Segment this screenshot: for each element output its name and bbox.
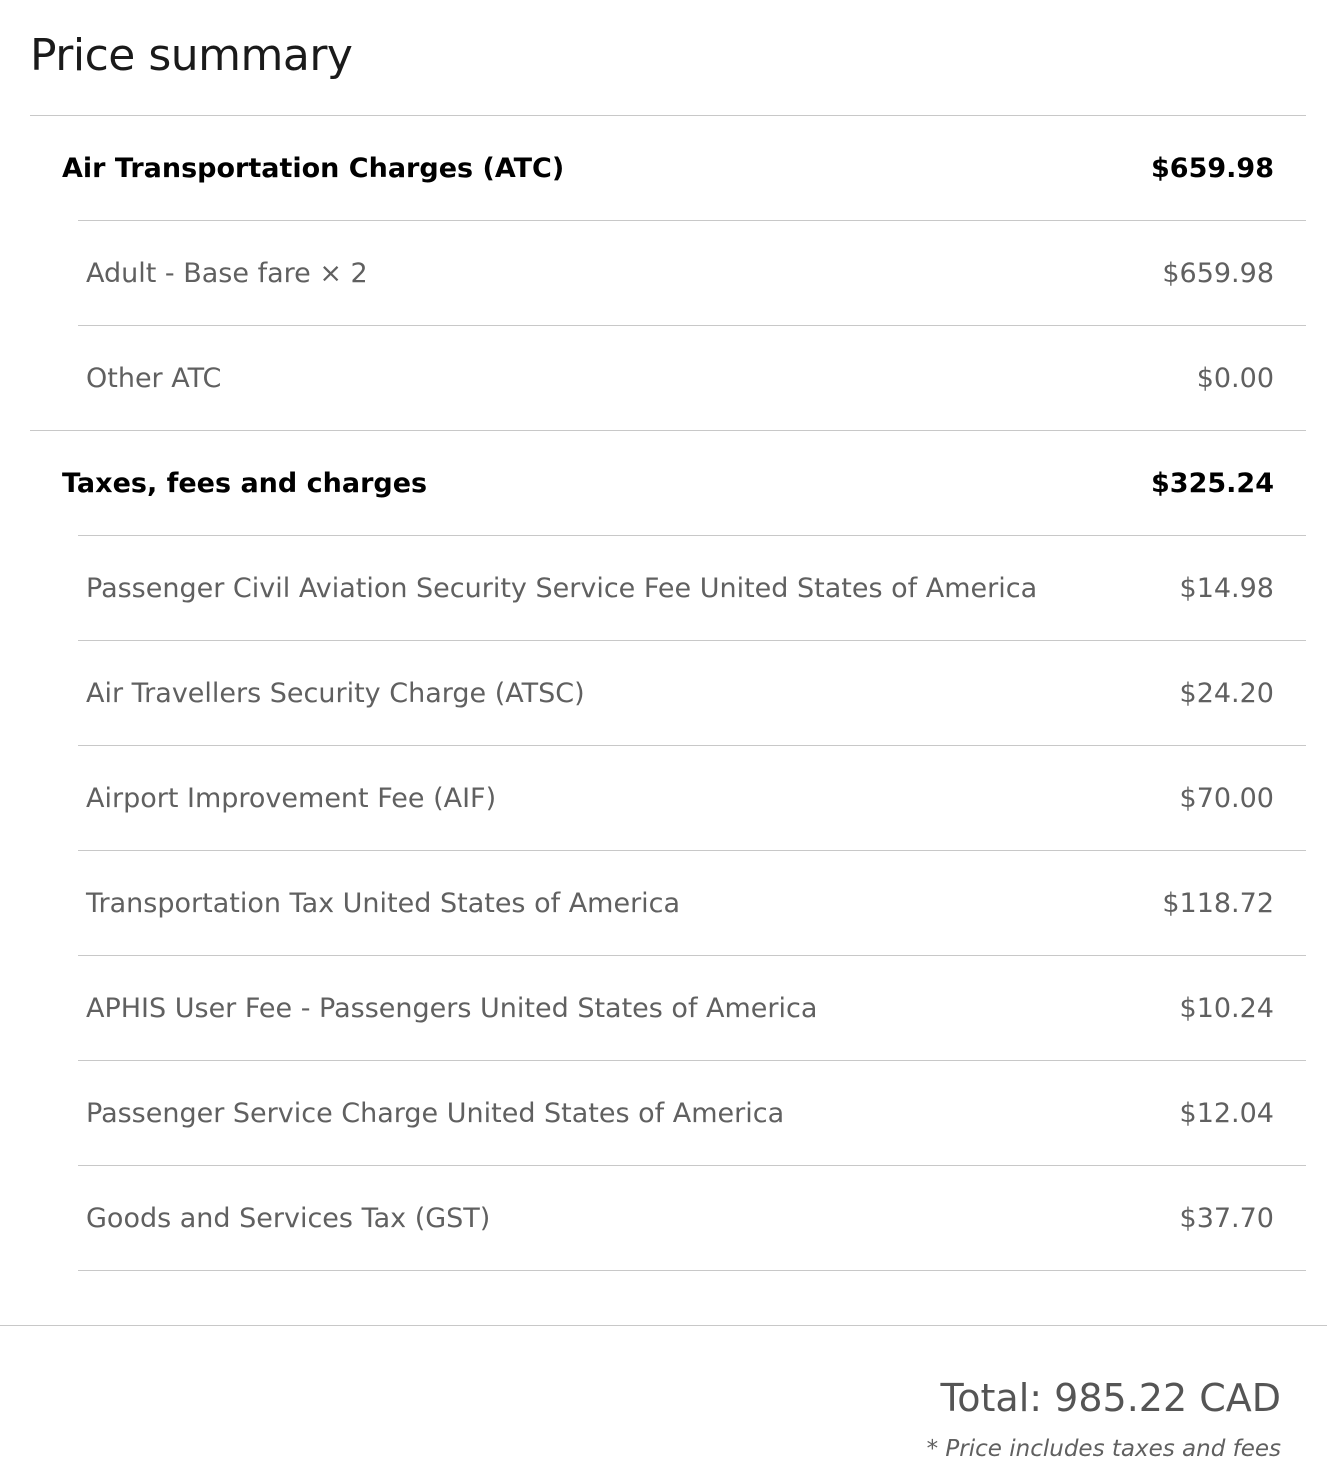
total-price: Total: 985.22 CAD: [940, 1376, 1281, 1420]
line-item-label: Goods and Services Tax (GST): [86, 1203, 491, 1234]
line-item-label: Other ATC: [86, 363, 222, 394]
group-row-atc: [30, 115, 1306, 220]
line-item-amount: $70.00: [1179, 783, 1274, 814]
line-item-label: Passenger Civil Aviation Security Service Fee United States of America: [86, 573, 1038, 604]
line-item-label: Passenger Service Charge United States of America: [86, 1098, 785, 1129]
line-item-amount: $0.00: [1196, 363, 1274, 394]
line-item-amount: $24.20: [1179, 678, 1274, 709]
group-amount: $325.24: [1151, 468, 1274, 499]
group-label: Taxes, fees and charges: [62, 468, 428, 499]
line-item-amount: $10.24: [1179, 993, 1274, 1024]
page-title: Price summary: [30, 30, 353, 81]
line-item: [78, 850, 1306, 955]
line-item: [78, 955, 1306, 1060]
line-item-label: Air Travellers Security Charge (ATSC): [86, 678, 585, 709]
line-item-amount: $12.04: [1179, 1098, 1274, 1129]
line-item: [78, 220, 1306, 325]
line-item-divider: [78, 1270, 1306, 1325]
line-item: [78, 640, 1306, 745]
line-item-label: Adult - Base fare × 2: [86, 258, 368, 289]
line-item: [78, 1165, 1306, 1270]
line-item: [78, 1060, 1306, 1165]
line-item: [78, 325, 1306, 430]
line-item-label: Transportation Tax United States of America: [86, 888, 681, 919]
group-amount: $659.98: [1151, 153, 1274, 184]
line-item-label: Airport Improvement Fee (AIF): [86, 783, 497, 814]
group-row-taxes: [30, 430, 1306, 535]
price-total-footer: [0, 1325, 1327, 1478]
line-item: [78, 535, 1306, 640]
group-label: Air Transportation Charges (ATC): [62, 153, 565, 184]
line-item: [78, 745, 1306, 850]
line-item-label: APHIS User Fee - Passengers United States of America: [86, 993, 818, 1024]
line-item-amount: $37.70: [1179, 1203, 1274, 1234]
price-footnote: * Price includes taxes and fees: [926, 1436, 1281, 1462]
price-summary-list: [30, 115, 1306, 1325]
line-item-amount: $118.72: [1162, 888, 1274, 919]
line-item-amount: $14.98: [1179, 573, 1274, 604]
line-item-amount: $659.98: [1162, 258, 1274, 289]
